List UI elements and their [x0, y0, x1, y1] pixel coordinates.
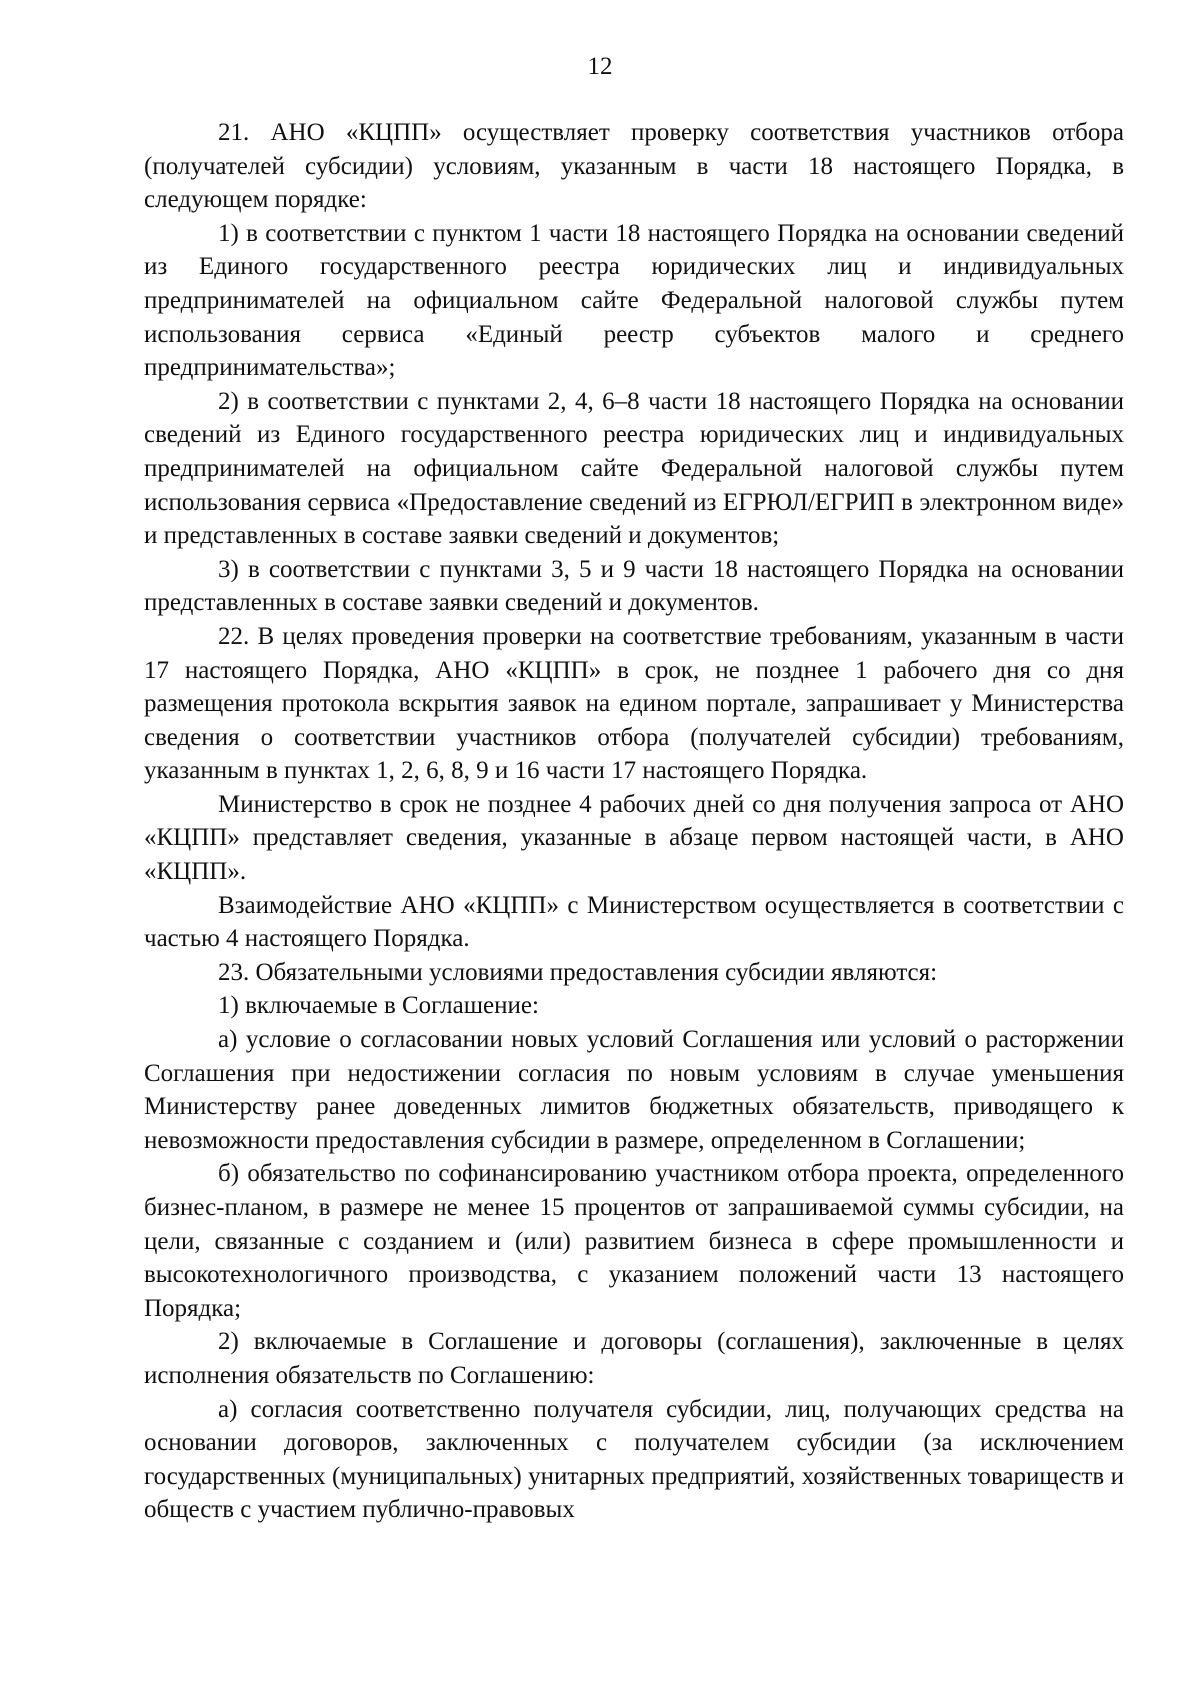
paragraph-22-interaction: Взаимодействие АНО «КЦПП» с Министерством осуществляется в соответствии с частью 4 настоящего Порядка. [144, 891, 1124, 953]
paragraph-23-item-1-b: б) обязательство по софинансированию участником отбора проекта, определенного бизнес-планом, в размере не менее 15 процентов от запрашиваемой суммы субсидии, на цели, связанные с созданием и (или) развитием бизнеса в сфере промышленности и высокотехнологичного производства, с указанием положений части 13 настоящего Порядка; [144, 1160, 1124, 1322]
paragraph-21-item-1: 1) в соответствии с пунктом 1 части 18 настоящего Порядка на основании сведений из Единого государственного реестра юридических лиц и индивидуальных предпринимателей на официальном сайте Федеральной налоговой службы путем использования сервиса «Единый реестр субъектов малого и среднего предпринимательства»; [144, 219, 1124, 382]
paragraph-21-item-2: 2) в соответствии с пунктами 2, 4, 6–8 части 18 настоящего Порядка на основании сведений из Единого государственного реестра юридических лиц и индивидуальных предпринимателей на официальном сайте Федеральной налоговой службы путем использования сервиса «Предоставление сведений из ЕГРЮЛ/ЕГРИП в электронном виде» и представленных в составе заявки сведений и документов; [144, 387, 1124, 550]
paragraph-21-item-3: 3) в соответствии с пунктами 3, 5 и 9 части 18 настоящего Порядка на основании представленных в составе заявки сведений и документов. [144, 555, 1124, 617]
paragraph-22-ministry-deadline: Министерство в срок не позднее 4 рабочих дней со дня получения запроса от АНО «КЦПП» представляет сведения, указанные в абзаце первом настоящей части, в АНО «КЦПП». [144, 790, 1124, 886]
document-body [144, 116, 1124, 1527]
paragraph-23-item-1-a: а) условие о согласовании новых условий Соглашения или условий о расторжении Соглашения при недостижении согласия по новым условиям в случае уменьшения Министерству ранее доведенных лимитов бюджетных обязательств, приводящего к невозможности предоставления субсидии в размере, определенном в Соглашении; [144, 1026, 1124, 1154]
paragraph-21: 21. АНО «КЦПП» осуществляет проверку соответствия участников отбора (получателей субсидии) условиям, указанным в части 18 настоящего Порядка, в следующем порядке: [144, 119, 1124, 214]
paragraph-23-item-2: 2) включаемые в Соглашение и договоры (соглашения), заключенные в целях исполнения обязательств по Соглашению: [144, 1328, 1124, 1389]
paragraph-23-item-2-a: а) согласия соответственно получателя субсидии, лиц, получающих средства на основании договоров, заключенных с получателем субсидии (за исключением государственных (муниципальных) унитарных предприятий, хозяйственных товариществ и обществ с участием публично-правовых [144, 1395, 1124, 1524]
paragraph-22: 22. В целях проведения проверки на соответствие требованиям, указанным в части 17 настоящего Порядка, АНО «КЦПП» в срок, не позднее 1 рабочего дня со дня размещения протокола вскрытия заявок на едином портале, запрашивает у Министерства сведения о соответствии участников отбора (получателей субсидии) требованиям, указанным в пунктах 1, 2, 6, 8, 9 и 16 части 17 настоящего Порядка. [144, 622, 1124, 785]
paragraph-23: 23. Обязательными условиями предоставления субсидии являются: [218, 958, 938, 986]
paragraph-23-item-1: 1) включаемые в Соглашение: [218, 992, 539, 1020]
page-number: 12 [587, 53, 613, 80]
